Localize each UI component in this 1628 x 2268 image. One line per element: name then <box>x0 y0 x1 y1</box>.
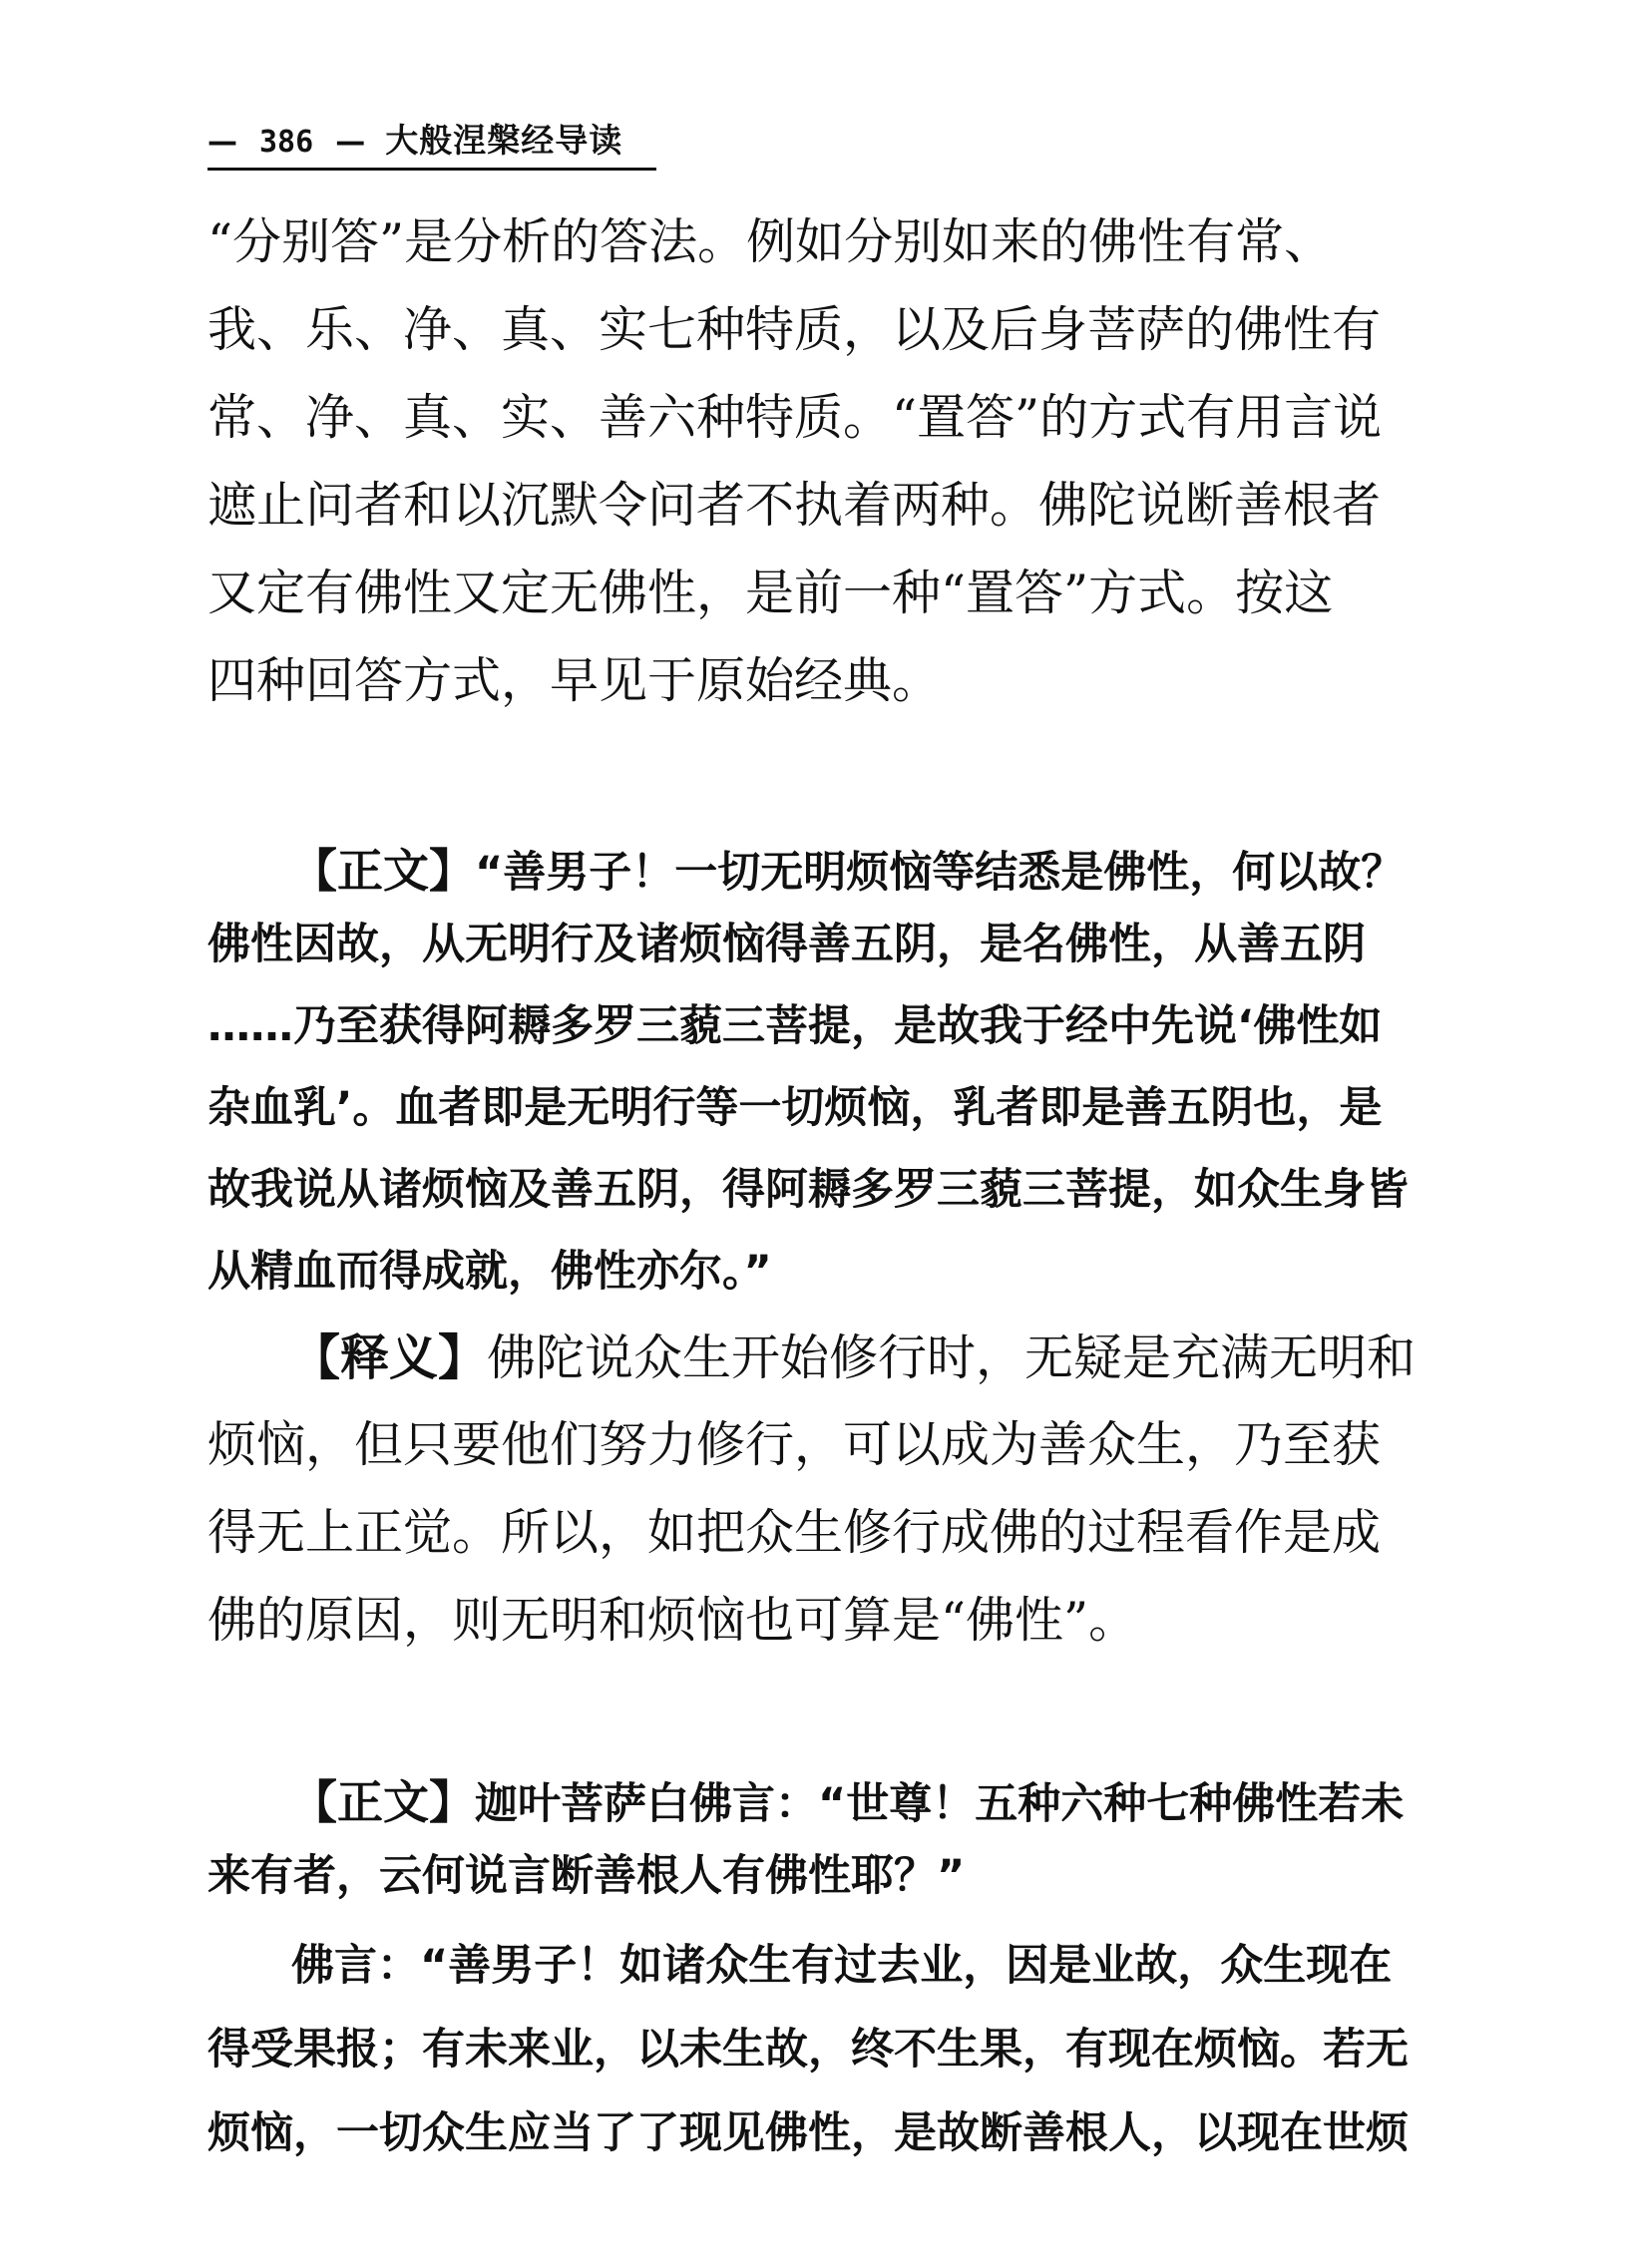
para1-line-4: 遮止问者和以沉默令问者不执着两种。佛陀说断善根者 <box>207 478 1382 534</box>
para1-line-5: 又定有佛性又定无佛性，是前一种“置答”方式。按这 <box>207 566 1334 621</box>
book-title: 大般涅槃经导读 <box>385 121 623 160</box>
shiyi-marker: 【释义】 <box>291 1329 488 1386</box>
zhengwen1-line-5: 故我说从诸烦恼及善五阴，得阿耨多罗三藐三菩提，如众生身皆 <box>207 1165 1409 1215</box>
running-header <box>207 118 656 171</box>
zhengwen1-line-3: ……乃至获得阿耨多罗三藐三菩提，是故我于经中先说‘佛性如 <box>207 1001 1383 1051</box>
zhengwen1-text: “善男子！一切无明烦恼等结悉是佛性，何以故？ <box>475 848 1405 898</box>
zhengwen2-line-2: 来有者，云何说言断善根人有佛性耶？” <box>207 1851 966 1901</box>
zhengwen2-reply-line-3: 烦恼，一切众生应当了了现见佛性，是故断善根人，以现在世烦 <box>207 2108 1409 2158</box>
zhengwen1-line-6: 从精血而得成就，佛性亦尔。” <box>207 1247 772 1297</box>
zhengwen2-first-line <box>291 1766 1420 1832</box>
para1-line-6: 四种回答方式，早见于原始经典。 <box>207 653 942 709</box>
para1-line-3: 常、净、真、实、善六种特质。“置答”的方式有用言说 <box>207 390 1383 446</box>
zhengwen1-line-4: 杂血乳’。血者即是无明行等一切烦恼，乳者即是善五阴也，是 <box>207 1083 1383 1133</box>
header-dash-right: — <box>335 125 366 160</box>
shiyi1-line-3: 得无上正觉。所以，如把众生修行成佛的过程看作是成 <box>207 1505 1382 1561</box>
shiyi1-text: 佛陀说众生开始修行时，无疑是充满无明和 <box>487 1329 1417 1386</box>
page-number: 386 <box>259 125 314 160</box>
zhengwen2-reply-first-line: 佛言：“善男子！如诸众生有过去业，因是业故，众生现在 <box>291 1941 1393 1991</box>
zhengwen2-text: 迦叶菩萨白佛言：“世尊！五种六种七种佛性若未 <box>475 1779 1405 1829</box>
zhengwen-marker: 【正文】 <box>291 844 475 898</box>
zhengwen2-reply-line-2: 得受果报；有未来业，以未生故，终不生果，有现在烦恼。若无 <box>207 2025 1409 2075</box>
shiyi1-line-2: 烦恼，但只要他们努力修行，可以成为善众生，乃至获 <box>207 1417 1382 1473</box>
header-dash-left: — <box>207 125 237 160</box>
shiyi1-first-line <box>291 1329 1420 1386</box>
para1-line-1: “分别答”是分析的答法。例如分别如来的佛性有常、 <box>207 214 1334 270</box>
zhengwen1-line-2: 佛性因故，从无明行及诸烦恼得善五阴，是名佛性，从善五阴 <box>207 920 1366 969</box>
zhengwen1-first-line <box>291 835 1420 901</box>
zhengwen-marker-2: 【正文】 <box>291 1775 475 1829</box>
shiyi1-line-4: 佛的原因，则无明和烦恼也可算是“佛性”。 <box>207 1593 1138 1649</box>
para1-line-2: 我、乐、净、真、实七种特质，以及后身菩萨的佛性有 <box>207 302 1382 358</box>
